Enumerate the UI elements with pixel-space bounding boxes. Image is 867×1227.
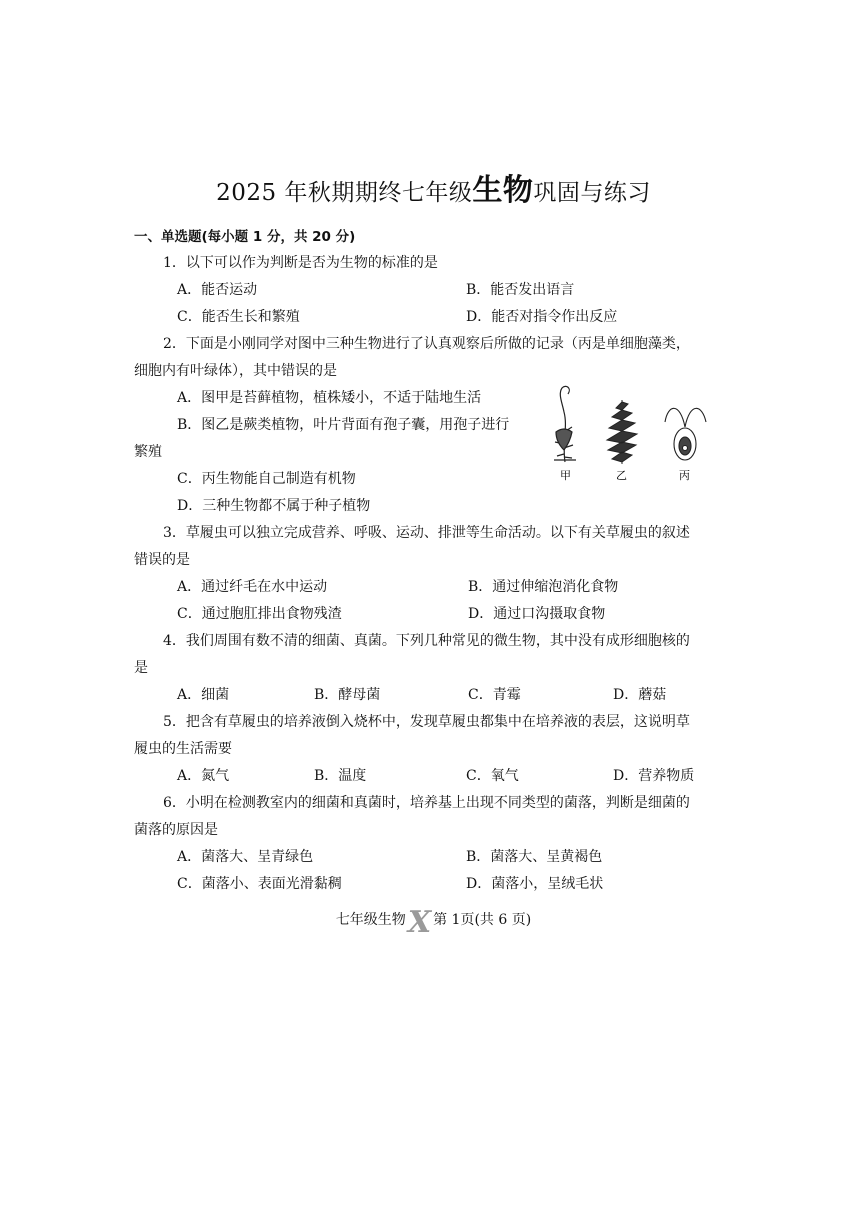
q1-option-b: B．能否发出语言 [466,282,575,298]
q1-stem: 1．以下可以作为判断是否为生物的标准的是 [163,255,438,271]
q2-option-b-line2: 繁殖 [134,444,162,460]
title-subject: 生物 [472,173,534,208]
q6-option-c: C．菌落小、表面光滑黏稠 [177,876,342,892]
title-prefix: 2025 年秋期期终七年级 [216,180,473,206]
q5-option-c: C．氧气 [466,768,519,784]
figure-label-yi: 乙 [616,469,627,482]
q5-option-a: A．氮气 [177,768,230,784]
page-footer [0,905,867,940]
section-heading: 一、单选题(每小题 1 分，共 20 分) [134,229,356,245]
q3-option-c: C．通过胞肛排出食物残渣 [177,606,342,622]
q5-option-d: D．营养物质 [613,768,695,784]
fern-illustration [607,400,637,464]
q3-option-d: D．通过口沟摄取食物 [468,606,606,622]
q2-option-a: A．图甲是苔藓植物，植株矮小，不适于陆地生活 [177,390,482,406]
q6-option-b: B．菌落大、呈黄褐色 [466,849,603,865]
q1-option-a: A．能否运动 [177,282,258,298]
q5-option-b: B．温度 [314,768,367,784]
q2-stem-line1: 2．下面是小刚同学对图中三种生物进行了认真观察后所做的记录（丙是单细胞藻类， [163,336,690,352]
q4-stem-line2: 是 [134,660,148,676]
q2-figure [540,382,730,482]
q1-option-c: C．能否生长和繁殖 [177,309,300,325]
footer-subject: 七年级生物 [335,912,406,928]
q3-option-a: A．通过纤毛在水中运动 [177,579,328,595]
q5-stem-line2: 履虫的生活需要 [134,741,232,757]
title-suffix: 巩固与练习 [533,180,651,206]
footer-page-number: 第 1页(共 6 页) [433,912,532,928]
q2-option-b-line1: B．图乙是蕨类植物，叶片背面有孢子囊，用孢子进行 [177,417,510,433]
q3-option-b: B．通过伸缩泡消化食物 [468,579,619,595]
q6-option-a: A．菌落大、呈青绿色 [177,849,314,865]
page-title [0,165,867,209]
q2-stem-line2: 细胞内有叶绿体），其中错误的是 [134,363,337,379]
q6-stem-line2: 菌落的原因是 [134,822,218,838]
q5-stem-line1: 5．把含有草履虫的培养液倒入烧杯中，发现草履虫都集中在培养液的表层，这说明草 [163,714,690,730]
figure-label-bing: 丙 [679,469,690,482]
q3-stem-line1: 3．草履虫可以独立完成营养、呼吸、运动、排泄等生命活动。以下有关草履虫的叙述 [163,525,690,541]
figure-label-jia: 甲 [560,469,571,482]
q2-option-c: C．丙生物能自己制造有机物 [177,471,356,487]
q4-option-a: A．细菌 [177,687,230,703]
q3-stem-line2: 错误的是 [134,552,190,568]
watermark-logo: X [407,905,432,940]
q4-stem-line1: 4．我们周围有数不清的细菌、真菌。下列几种常见的微生物，其中没有成形细胞核的 [163,633,690,649]
q6-stem-line1: 6．小明在检测教室内的细菌和真菌时，培养基上出现不同类型的菌落，判断是细菌的 [163,795,690,811]
q6-option-d: D．菌落小，呈绒毛状 [466,876,604,892]
q4-option-b: B．酵母菌 [314,687,381,703]
q2-option-d: D．三种生物都不属于种子植物 [177,498,371,514]
q4-option-c: C．青霉 [468,687,521,703]
moss-illustration [554,386,576,462]
q4-option-d: D．蘑菇 [613,687,667,703]
q1-option-d: D．能否对指令作出反应 [466,309,618,325]
alga-illustration [665,408,706,460]
